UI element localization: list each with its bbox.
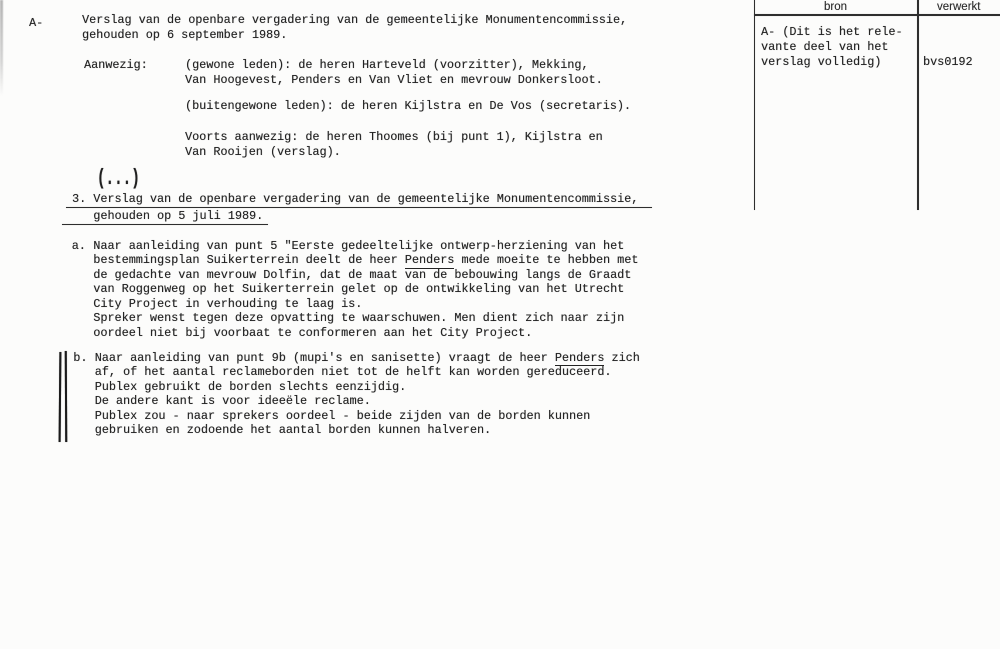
text-line: oordeel niet bij voorbaat te conformeren aan het City Project. [93,325,533,340]
scan-edge-artifact [0,0,3,96]
text-line: af, of het aantal reclameborden niet tot de helft kan worden gereduceerd. [94,365,612,380]
verwerkt-cell-code: bvs0192 [923,55,973,69]
item-a-text [93,239,638,341]
text-line: Van Hoogevest, Penders en Van Vliet en mevrouw Donkersloot. [185,72,603,87]
text-line: Publex gebruikt de borden slechts eenzijdig. [94,379,407,394]
text-line: Voorts aanwezig: de heren Thoomes (bij punt 1), Kijlstra en [185,129,603,144]
text-line: City Project in verhouding te laag is. [93,296,363,311]
heading-underline-1 [66,207,652,208]
text-line: vante deel van het [761,40,889,55]
attendance-group-regular [185,58,603,88]
text-line: gebruiken en zodoende het aantal borden kunnen halveren. [94,423,492,438]
heading-underline-2 [62,224,268,225]
text-line: Publex zou - naar sprekers oordeel - beide zijden van de borden kunnen [94,408,591,423]
intro-paragraph [82,13,627,43]
text-line: van Roggenweg op het Suikerterrein gelet op de ontwikkeling van het Utrecht [93,282,625,297]
text-line: Van Rooijen (verslag). [185,144,341,159]
underlined-name: Penders [554,350,605,365]
text-line: Naar aanleiding van punt 5 "Eerste gedeeltelijke ontwerp-herziening van het [93,238,625,253]
text-line: De andere kant is voor ideeële reclame. [94,394,371,409]
section-heading-line-2: gehouden op 5 juli 1989. [93,208,264,223]
underlined-name: Penders [404,253,455,268]
column-header-verwerkt: verwerkt [937,0,981,13]
item-b-label: b. [73,350,88,365]
item-a-label: a. [71,238,86,253]
attendance-group-also-present [185,130,603,160]
table-left-border [754,0,756,210]
table-column-divider [917,0,919,210]
section-heading-line-1 [72,192,638,206]
text-line: A- (Dit is het rele- [761,25,903,40]
attendance-group-special [185,99,631,114]
text-line: verslag volledig) [761,54,882,69]
section-heading-text: Verslag van de openbare vergadering van de gemeentelijke Monumentencommissie, [93,191,639,206]
margin-emphasis-line-1 [58,352,61,442]
attendance-label: Aanwezig: [84,57,148,72]
text-line: gehouden op 6 september 1989. [82,27,288,42]
margin-emphasis-line-2 [65,351,67,442]
text-line: bestemmingsplan Suikerterrein deelt de heer Penders mede moeite te hebben met [93,253,639,268]
text-line: Spreker wenst tegen deze opvatting te waarschuwen. Men dient zich naar zijn [93,311,625,326]
table-header-rule [754,14,1000,16]
text-line: (buitengewone leden): de heren Kijlstra en De Vos (secretaris). [185,98,631,113]
margin-label: A- [29,15,44,30]
text-line: Naar aanleiding van punt 9b (mupi's en sanisette) vraagt de heer Penders zich [94,350,640,365]
item-b-text [95,351,640,438]
omission-ellipsis-marker: (...) [97,166,140,192]
text-line: Verslag van de openbare vergadering van de gemeentelijke Monumentencommissie, [82,12,628,27]
text-line: de gedachte van mevrouw Dolfin, dat de maat van de bebouwing langs de Graadt [93,267,632,282]
column-header-bron: bron [823,0,848,13]
bron-cell-note [761,25,903,69]
text-line: (gewone leden): de heren Harteveld (voorzitter), Mekking, [185,57,589,72]
section-number: 3. [72,191,87,206]
